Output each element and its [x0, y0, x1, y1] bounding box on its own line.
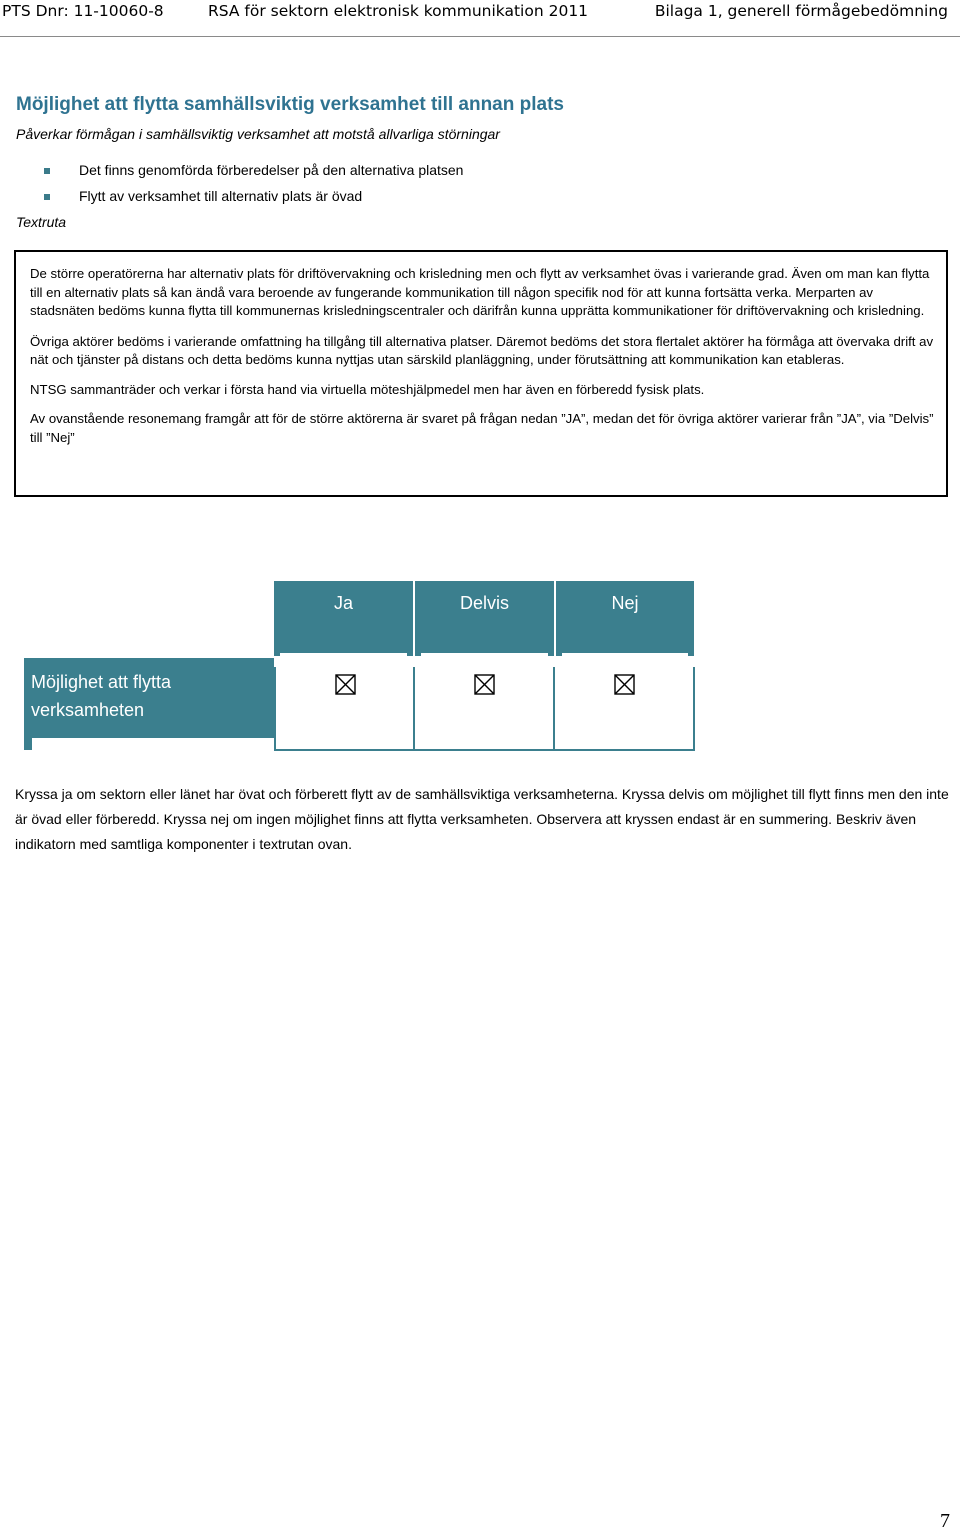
bullet-text: Det finns genomförda förberedelser på den alternativa platsen — [79, 162, 464, 178]
checkbox-checked-icon[interactable] — [474, 674, 495, 695]
column-label: Ja — [333, 593, 353, 613]
row-label-notch — [32, 738, 290, 750]
bullet-square-icon — [44, 194, 50, 200]
checkbox-checked-icon[interactable] — [614, 674, 635, 695]
cell-ja — [274, 667, 415, 751]
page-header — [0, 0, 960, 37]
header-appendix: Bilaga 1, generell förmågebedömning — [654, 2, 948, 20]
text-paragraph: De större operatörerna har alternativ plats för driftövervakning och krisledning men och flytt av verksamhet övas i varierande grad. Även om man kan flytta till en alternativ plats så kan ändå vara beroende av fungerande kommunikation till någon specifik nod för att kunna fortsätta verka. Merparten av stadsnäten bedöms kunna flytta till kommunernas krisledningscentraler och därifrån kunna upprätta kommunikationer för driftövervakning och krisledning. — [30, 266, 930, 318]
column-header-delvis — [415, 581, 554, 656]
section-title: Möjlighet att flytta samhällsviktig verksamhet till annan plats — [16, 94, 564, 115]
column-header-nej — [556, 581, 694, 656]
bullet-text: Flytt av verksamhet till alternativ plats är övad — [79, 188, 363, 204]
text-paragraph: NTSG sammanträder och verkar i första hand via virtuella möteshjälpmedel men har även en förberedd fysisk plats. — [30, 381, 705, 397]
header-dnr: PTS Dnr: 11-10060-8 — [2, 2, 164, 20]
column-header-ja — [274, 581, 413, 656]
row-label-text: Möjlighet att flytta verksamheten — [31, 672, 172, 720]
checkbox-checked-icon[interactable] — [335, 674, 356, 695]
page-number: 7 — [940, 1510, 950, 1532]
bullet-square-icon — [44, 168, 50, 174]
textruta-label: Textruta — [16, 214, 67, 230]
text-box[interactable] — [14, 250, 948, 497]
text-paragraph: Av ovanstående resonemang framgår att för de större aktörerna är svaret på frågan nedan ”JA”, medan det för övriga aktörer varierar från ”JA”, via ”Delvis” till ”Nej” — [30, 411, 934, 445]
column-label: Delvis — [459, 593, 509, 613]
cell-delvis — [415, 667, 555, 751]
divider — [562, 653, 688, 656]
row-label — [24, 658, 274, 750]
text-paragraph: Övriga aktörer bedöms i varierande omfattning ha tillgång till alternativa platser. Däremot bedöms det stora flertalet aktörer ha förmåga att övervaka drift av nät och tjänster på distans och detta bedöms kunna nyttjas utan särskild planläggning, under förutsättning att kommunikation kan etableras. — [30, 333, 934, 367]
cell-nej — [555, 667, 695, 751]
instructions-text: Kryssa ja om sektorn eller länet har övat och förberett flytt av de samhällsviktiga verksamheterna. Kryssa delvis om möjlighet till flytt finns men den inte är övad eller förberedd. Kryssa nej om ingen möjlighet finns att flytta verksamheten. Observera att kryssen endast är en summering. Beskriv även indikatorn med samtliga komponenter i textrutan ovan. — [15, 786, 949, 852]
divider — [421, 653, 548, 656]
header-document-title: RSA för sektorn elektronisk kommunikation 2011 — [208, 2, 589, 20]
column-label: Nej — [611, 593, 639, 613]
divider — [280, 653, 407, 656]
section-subtitle: Påverkar förmågan i samhällsviktig verksamhet att motstå allvarliga störningar — [16, 126, 500, 142]
